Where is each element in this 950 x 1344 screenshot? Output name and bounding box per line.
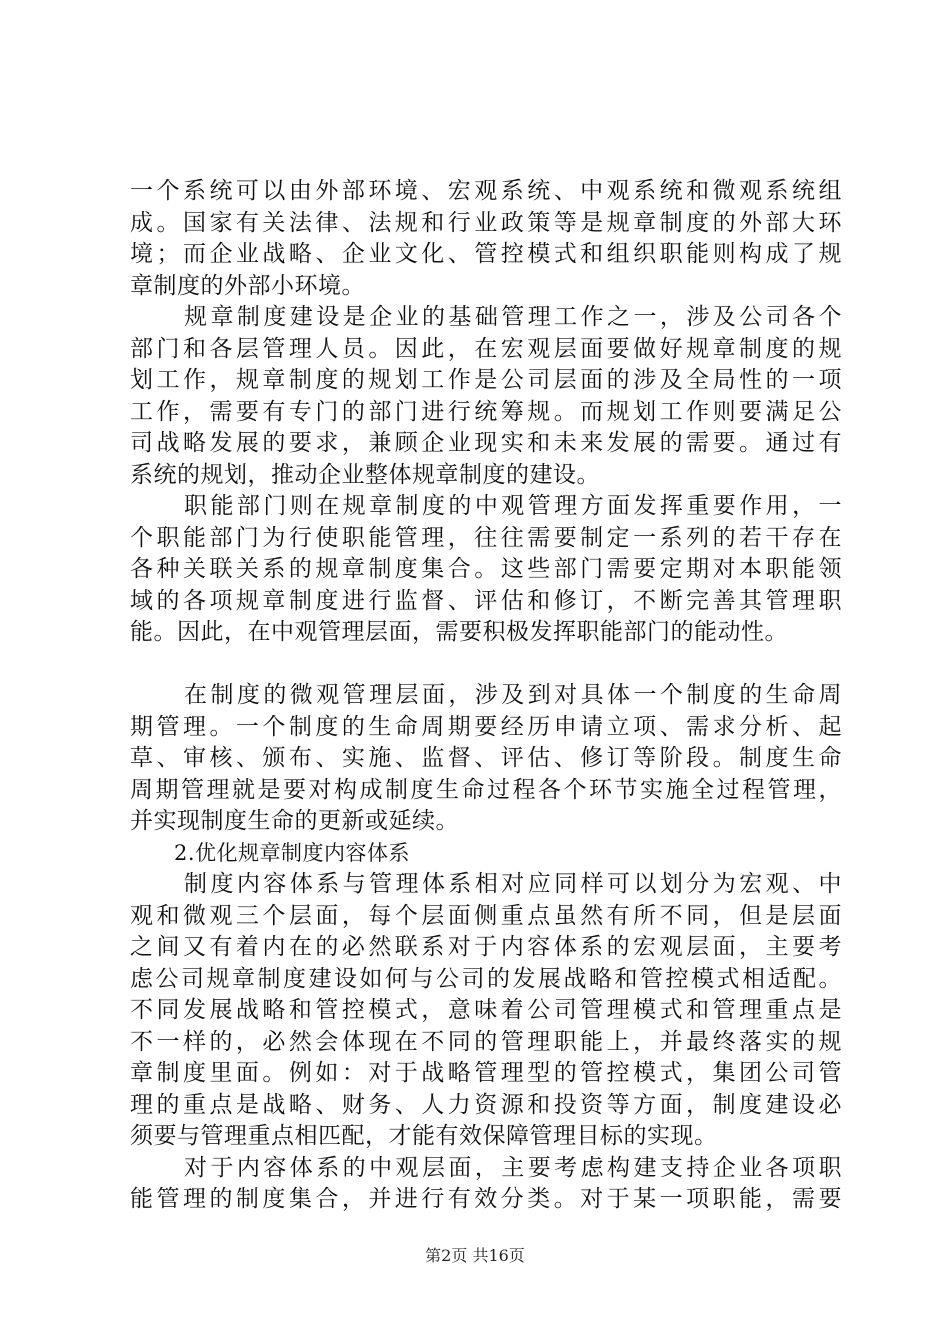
text-line: 能。因此，在中观管理层面，需要积极发挥职能部门的能动性。: [130, 619, 788, 645]
text-line: 观和微观三个层面，每个层面侧重点虽然有所不同，但是层面: [130, 902, 842, 929]
text-line: 个职能部门为行使职能管理，往往需要制定一系列的若干存在: [130, 524, 842, 551]
text-line: 须要与管理重点相匹配，才能有效保障管理目标的实现。: [130, 1123, 718, 1149]
document-body: [130, 176, 842, 1216]
text-line: 各种关联关系的规章制度集合。这些部门需要定期对本职能领: [130, 556, 842, 582]
text-line: 能管理的制度集合，并进行有效分类。对于某一项职能，需要: [130, 1186, 842, 1212]
text-line: 一个系统可以由外部环境、宏观系统、中观系统和微观系统组: [130, 178, 842, 204]
text-line: 在制度的微观管理层面，涉及到对具体一个制度的生命周: [184, 682, 842, 708]
text-line: 域的各项规章制度进行监督、评估和修订，不断完善其管理职: [130, 587, 842, 614]
text-line: 之间又有着内在的必然联系对于内容体系的宏观层面，主要考: [130, 934, 842, 960]
text-line: 对于内容体系的中观层面，主要考虑构建支持企业各项职: [184, 1154, 842, 1181]
paragraph-7: [130, 1153, 842, 1216]
paragraph-6: [130, 869, 842, 1153]
text-line: 工作，需要有专门的部门进行统筹规。而规划工作则要满足公: [130, 398, 842, 425]
paragraph-1: [130, 176, 842, 302]
text-line: 划工作，规章制度的规划工作是公司层面的涉及全局性的一项: [130, 367, 842, 393]
page-number-footer: 第2页 共16页: [425, 1246, 525, 1265]
text-line: 期管理。一个制度的生命周期要经历申请立项、需求分析、起: [130, 713, 842, 740]
text-line: 职能部门则在规章制度的中观管理方面发挥重要作用，一: [184, 493, 842, 519]
text-line: 周期管理就是要对构成制度生命过程各个环节实施全过程管理，: [130, 776, 842, 803]
paragraph-spacer: [130, 649, 842, 681]
paragraph-3: [130, 491, 842, 649]
text-line: 章制度的外部小环境。: [130, 272, 365, 299]
text-line: 司战略发展的要求，兼顾企业现实和未来发展的需要。通过有: [130, 430, 842, 456]
text-line: 虑公司规章制度建设如何与公司的发展战略和管控模式相适配。: [130, 965, 842, 992]
text-line: 不一样的，必然会体现在不同的管理职能上，并最终落实的规: [130, 1028, 842, 1055]
section-heading: 2.优化规章制度内容体系: [174, 840, 411, 865]
text-line: 系统的规划，推动企业整体规章制度的建设。: [130, 461, 600, 488]
text-line: 制度内容体系与管理体系相对应同样可以划分为宏观、中: [184, 871, 842, 897]
text-line: 规章制度建设是企业的基础管理工作之一，涉及公司各个: [184, 304, 842, 330]
text-line: 部门和各层管理人员。因此，在宏观层面要做好规章制度的规: [130, 335, 842, 362]
text-line: 不同发展战略和管控模式，意味着公司管理模式和管理重点是: [130, 997, 842, 1023]
text-line: 成。国家有关法律、法规和行业政策等是规章制度的外部大环: [130, 209, 842, 236]
paragraph-4: [130, 680, 842, 838]
text-line: 并实现制度生命的更新或延续。: [130, 808, 459, 834]
text-line: 境；而企业战略、企业文化、管控模式和组织职能则构成了规: [130, 241, 842, 267]
text-line: 理的重点是战略、财务、人力资源和投资等方面，制度建设必: [130, 1091, 842, 1118]
text-line: 草、审核、颁布、实施、监督、评估、修订等阶段。制度生命: [130, 745, 842, 771]
paragraph-2: [130, 302, 842, 491]
text-line: 章制度里面。例如：对于战略管理型的管控模式，集团公司管: [130, 1060, 842, 1086]
